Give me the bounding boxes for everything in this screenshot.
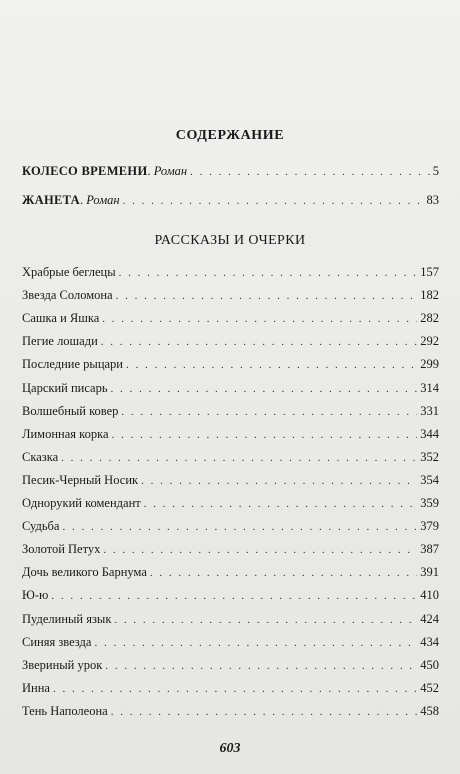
story-title: Однорукий комендант [22,496,141,510]
page-number: 458 [420,703,439,718]
dot-leader [62,521,417,533]
toc-entry-story [22,404,439,422]
page-number: 391 [420,565,439,580]
story-title: Тень Наполеона [22,703,108,718]
page-number: 352 [420,449,439,464]
contents-heading: СОДЕРЖАНИЕ [175,128,285,143]
story-title: Ю-ю [22,588,49,603]
dot-leader [123,195,424,207]
dot-leader [190,166,430,178]
story-title: Песик-Черный Носик [22,472,139,487]
story-title: Синяя звезда [22,634,92,649]
toc-entry-story [22,311,439,329]
dot-leader [53,683,417,695]
page-number: 410 [420,588,439,603]
dot-leader [111,383,418,395]
toc-entry-story [22,381,439,399]
dot-leader [150,567,417,579]
page-number: 331 [420,403,439,418]
page-number: 314 [420,380,439,395]
page-number: 452 [420,680,439,695]
dot-leader [111,706,418,718]
page-number: 359 [420,496,439,510]
page-number: 344 [420,426,439,441]
story-title: Сказка [22,449,59,464]
dot-leader [51,590,417,602]
story-title: Храбрые беглецы [22,265,116,279]
toc-entry-story [22,565,439,583]
story-title: Сашка и Яшка [22,311,100,326]
toc-entry-story [22,357,439,375]
page-number: 282 [420,311,439,326]
toc-entry-story [22,542,439,560]
dot-leader [94,637,417,649]
dot-leader [114,614,417,626]
dot-leader [103,544,417,556]
toc-entry-story [22,635,439,653]
page-number: 5 [432,164,439,178]
page-number: 434 [420,634,439,649]
page-number: 387 [420,542,439,557]
toc-entry-story [22,450,439,468]
toc-entry-story [22,473,439,491]
novel-title: ЖАНЕТА [22,193,80,207]
toc-entry-story [22,496,439,514]
page-number: 182 [420,288,439,303]
novel-title: КОЛЕСО ВРЕМЕНИ [22,164,148,178]
page-folio: 603 [219,741,241,756]
toc-entry-story [22,588,439,606]
page-number: 292 [420,334,439,349]
dot-leader [144,498,418,510]
dot-leader [61,452,417,464]
story-title: Золотой Петух [22,542,101,557]
dot-leader [105,660,417,672]
toc-entry-novel-1: КОЛЕСО ВРЕМЕНИ. Роман . . . 5 [22,164,439,182]
page-number: 354 [420,472,439,487]
novel-genre: Роман [86,193,120,207]
story-title: Дочь великого Барнума [22,565,147,580]
story-title: Последние рыцари [22,357,123,372]
dot-leader [116,290,418,302]
dot-leader [102,313,417,325]
novel-genre: Роман [153,164,188,178]
story-title: Пуделиный язык [22,611,112,626]
story-title: Лимонная корка [22,426,109,441]
page-number: 157 [420,265,439,279]
toc-entry-story [22,334,439,352]
dot-leader [101,336,417,348]
story-title: Звериный урок [22,657,103,672]
story-title: Судьба [22,519,60,534]
story-title: Звезда Соломона [22,288,113,303]
toc-entry-story [22,681,439,699]
stories-heading: РАССКАЗЫ И ОЧЕРКИ [154,233,306,248]
story-title: Царский писарь [22,380,108,395]
page-number: 379 [420,519,439,534]
page-number: 450 [420,657,439,672]
dot-leader [126,359,417,371]
toc-entry-story [22,612,439,630]
dot-leader [141,475,417,487]
page-number: 299 [420,357,439,372]
story-title: Пегие лошади [22,334,98,349]
page-number: 424 [420,611,439,626]
toc-entry-story [22,265,439,283]
dot-leader [112,429,418,441]
toc-entry-story [22,704,439,722]
toc-entry-story [22,427,439,445]
toc-entry-novel-2: ЖАНЕТА. Роман . . . 83 [22,193,439,211]
story-title: Инна [22,680,50,695]
toc-entry-story [22,658,439,676]
toc-entry-story [22,519,439,537]
toc-entry-story [22,288,439,306]
dot-leader [119,267,418,279]
page-number: 83 [426,193,439,207]
story-title: Волшебный ковер [22,403,119,418]
dot-leader [121,406,417,418]
